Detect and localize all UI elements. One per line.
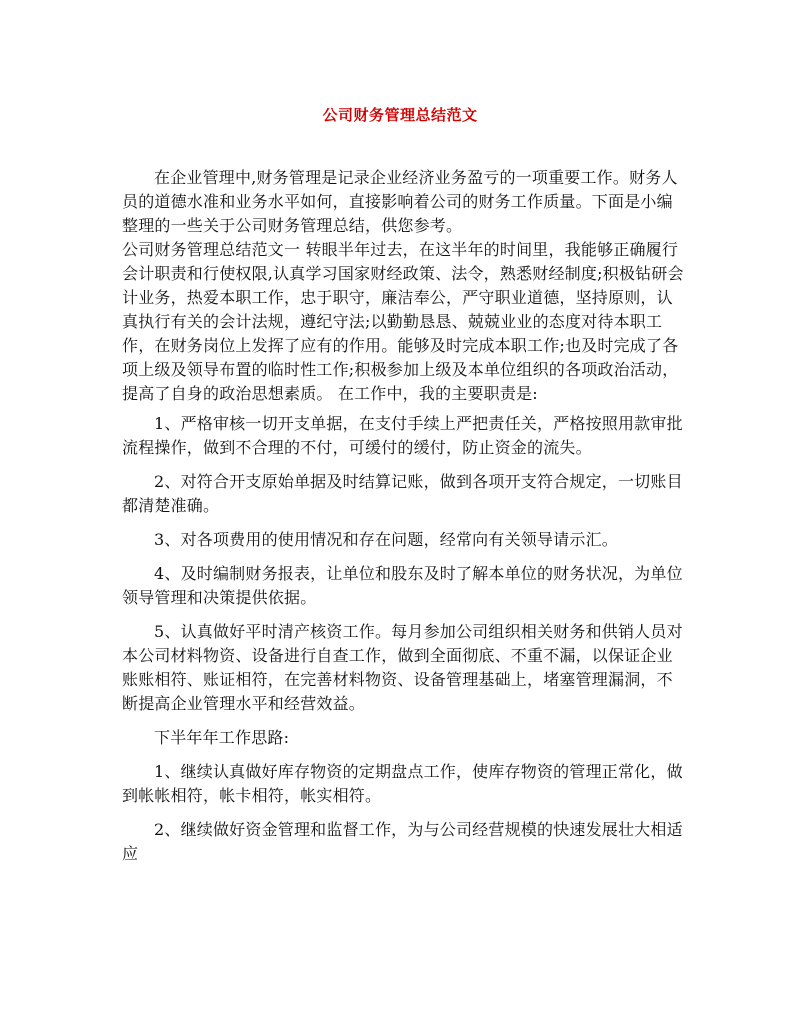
document-title: 公司财务管理总结范文 — [322, 106, 478, 124]
plan-item-2: 2、继续做好资金管理和监督工作，为与公司经营规模的快速发展壮大相适应 — [122, 820, 683, 863]
duty-item-3: 3、对各项费用的使用情况和存在问题，经常向有关领导请示汇。 — [154, 530, 618, 549]
duty-item-1: 1、严格审核一切开支单据，在支付手续上严把责任关，严格按照用款审批流程操作，做到不合理的不付，可缓付的缓付，防止资金的流失。 — [122, 414, 683, 457]
intro-paragraph: 在企业管理中,财务管理是记录企业经济业务盈亏的一项重要工作。财务人员的道德水准和业务水平如何，直接影响着公司的财务工作质量。下面是小编整理的一些关于公司财务管理总结，供您参考。 — [122, 168, 678, 235]
plan-item-1: 1、继续认真做好库存物资的定期盘点工作，使库存物资的管理正常化，做到帐帐相符，帐卡相符，帐实相符。 — [122, 762, 683, 805]
document-body — [122, 166, 688, 866]
duty-item-4: 4、及时编制财务报表，让单位和股东及时了解本单位的财务状况，为单位领导管理和决策提供依据。 — [122, 564, 683, 607]
summary-paragraph: 公司财务管理总结范文一 转眼半年过去，在这半年的时间里，我能够正确履行会计职责和行使权限,认真学习国家财经政策、法令，熟悉财经制度;积极钻研会计业务，热爱本职工作，忠于职守，廉洁奉公，严守职业道德，坚持原则，认真执行有关的会计法规，遵纪守法;以勤勤恳恳、兢兢业业的态度对待本职工作，在财务岗位上发挥了应有的作用。能够及时完成本职工作;也及时完成了各项上级及领导布置的临时性工作;积极参加上级及本单位组织的各项政治活动，提高了自身的政治思想素质。 在工作中，我的主要职责是: — [122, 240, 684, 403]
duty-item-2: 2、对符合开支原始单据及时结算记账，做到各项开支符合规定，一切账目都清楚准确。 — [122, 472, 683, 515]
plan-heading: 下半年年工作思路: — [154, 728, 290, 747]
duty-item-5: 5、认真做好平时清产核资工作。每月参加公司组织相关财务和供销人员对本公司材料物资、设备进行自查工作，做到全面彻底、不重不漏，以保证企业账账相符、账证相符，在完善材料物资、设备管理基础上，堵塞管理漏洞，不断提高企业管理水平和经营效益。 — [122, 622, 683, 713]
